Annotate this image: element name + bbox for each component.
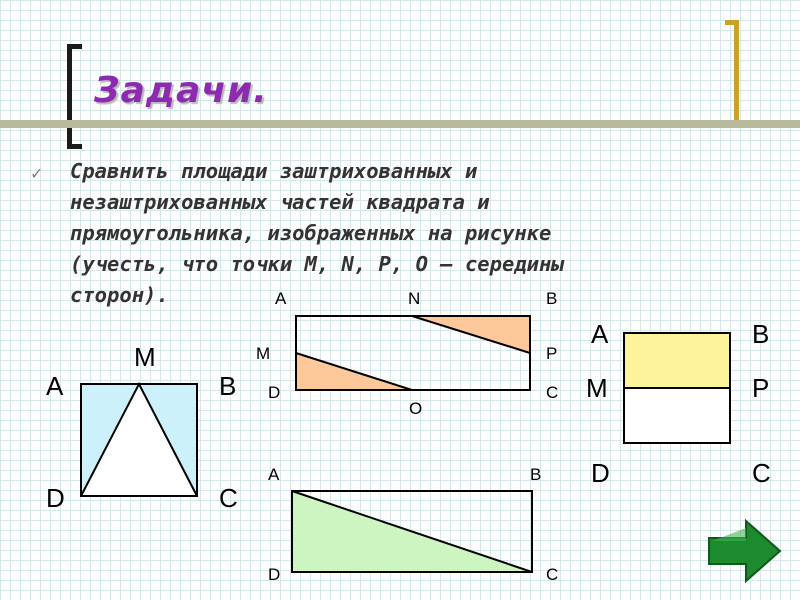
figure-rect-diagonal	[268, 465, 558, 584]
point-label-b: B	[219, 371, 237, 401]
point-label-c: C	[546, 383, 559, 402]
point-label-a: A	[591, 319, 609, 349]
task-line: незаштрихованных частей квадрата и	[70, 190, 490, 214]
point-label-d: D	[591, 458, 610, 488]
point-label-a: A	[275, 289, 287, 308]
point-label-p: P	[546, 344, 558, 363]
task-line: Сравнить площади заштрихованных и	[70, 159, 478, 183]
point-label-c: C	[219, 483, 238, 513]
figure-square-triangle	[46, 342, 238, 513]
shaded-upper-half	[624, 333, 730, 388]
arrow-right-icon	[706, 518, 782, 584]
point-label-a: A	[268, 465, 280, 484]
task-line: (учесть, что точки M, N, P, O – середины	[70, 252, 564, 276]
point-label-b: B	[530, 465, 542, 484]
point-label-o: O	[409, 399, 423, 418]
slide-title: Задачи.	[94, 70, 268, 111]
point-label-d: D	[46, 483, 65, 513]
point-label-c: C	[546, 565, 559, 584]
point-label-p: P	[752, 373, 770, 403]
point-label-b: B	[546, 289, 558, 308]
unshaded-lower-half	[624, 388, 730, 443]
task-line: сторон).	[70, 283, 169, 307]
figure-rect-triangles	[256, 289, 558, 418]
point-label-d: D	[268, 383, 281, 402]
point-label-m: M	[134, 342, 156, 372]
point-label-n: N	[408, 289, 421, 308]
checkmark-icon: ✓	[30, 164, 44, 183]
point-label-c: C	[752, 458, 771, 488]
task-line: прямоугольника, изображенных на рисунке	[70, 221, 552, 245]
point-label-a: A	[46, 371, 64, 401]
next-slide-button[interactable]	[706, 518, 782, 584]
point-label-m: M	[256, 344, 271, 363]
point-label-d: D	[268, 565, 281, 584]
point-label-m: M	[586, 373, 608, 403]
figure-rect-half	[586, 319, 771, 488]
point-label-b: B	[752, 319, 770, 349]
